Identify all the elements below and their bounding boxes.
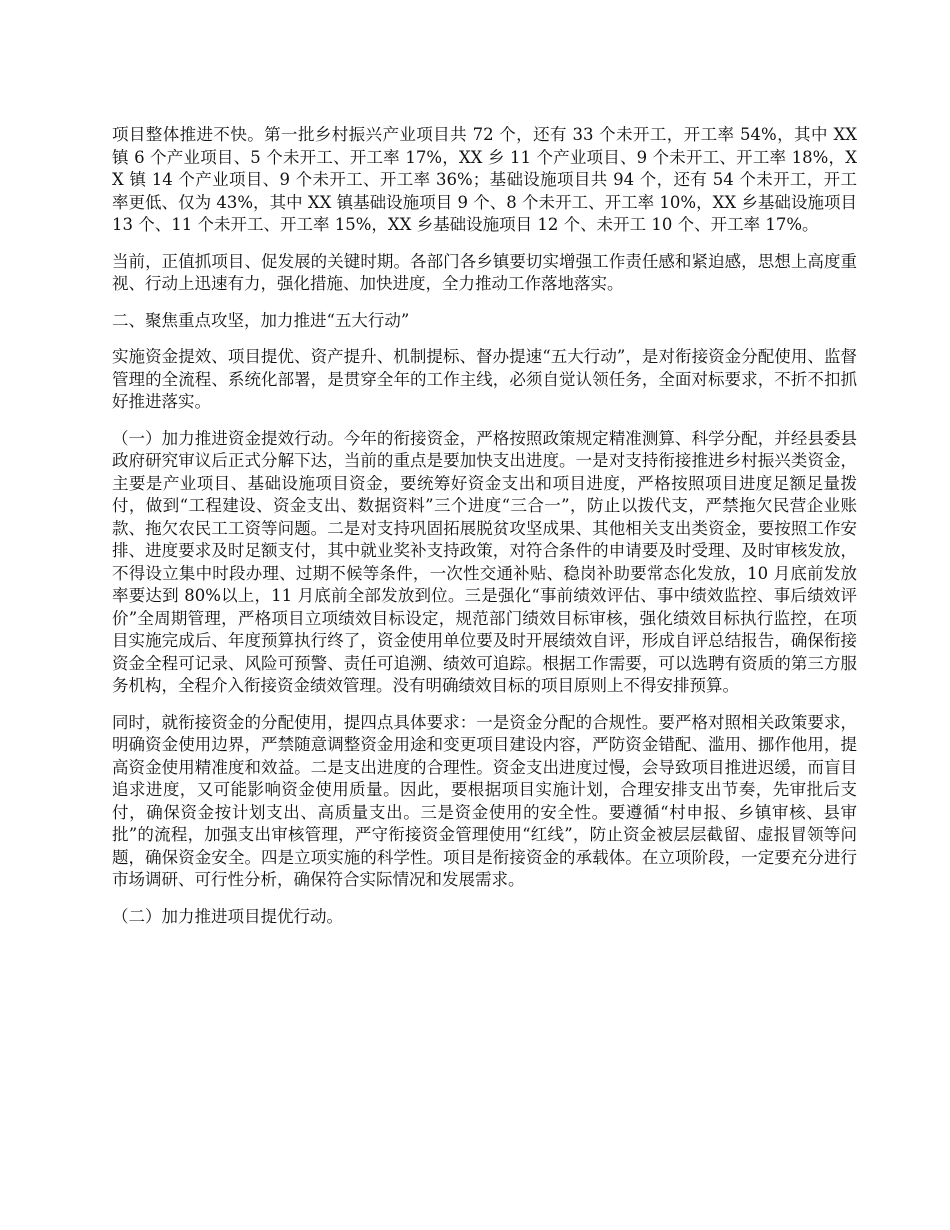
- paragraph-five-actions-intro: 实施资金提效、项目提优、资产提升、机制提标、督办提速“五大行动”，是对衔接资金分配使用、监督管理的全流程、系统化部署，是贯穿全年的工作主线，必须自觉认领任务，全面对标要求，不折不扣抓好推进落实。: [112, 347, 857, 411]
- paragraph-project-progress: 项目整体推进不快。第一批乡村振兴产业项目共 72 个，还有 33 个未开工，开工率 54%，其中 XX 镇 6 个产业项目、5 个未开工、开工率 17%，XX 乡 11 个产业项目、9 个未开工、开工率 18%，XX 镇 14 个产业项目、9 个未开工、开工率 36%；基础设施项目共 94 个，还有 54 个未开工，开工率更低、仅为 43%，其中 XX 镇基础设施项目 9 个、8 个未开工、开工率 10%，XX 乡基础设施项目 13 个、11 个未开工、开工率 15%，XX 乡基础设施项目 12 个、未开工 10 个、开工率 17%。: [112, 125, 857, 234]
- subheading-project-optimization: （二）加力推进项目提优行动。: [112, 906, 343, 926]
- section-heading-five-actions: 二、聚焦重点攻坚，加力推进“五大行动”: [112, 310, 410, 330]
- document-body: [112, 124, 857, 942]
- paragraph-fund-requirements: 同时，就衔接资金的分配使用，提四点具体要求：一是资金分配的合规性。要严格对照相关政策要求，明确资金使用边界，严禁随意调整资金用途和变更项目建设内容，严防资金错配、滥用、挪作他用，提高资金使用精准度和效益。二是支出进度的合理性。资金支出进度过慢，会导致项目推进迟缓，而盲目追求进度，又可能影响资金使用质量。因此，要根据项目实施计划，合理安排支出节奏，先审批后支付，确保资金按计划支出、高质量支出。三是资金使用的安全性。要遵循“村申报、乡镇审核、县审批”的流程，加强支出审核管理，严守衔接资金管理使用“红线”，防止资金被层层截留、虚报冒领等问题，确保资金安全。四是立项实施的科学性。项目是衔接资金的承载体。在立项阶段，一定要充分进行市场调研、可行性分析，确保符合实际情况和发展需求。: [112, 712, 857, 889]
- paragraph-current-period: 当前，正值抓项目、促发展的关键时期。各部门各乡镇要切实增强工作责任感和紧迫感，思想上高度重视、行动上迅速有力，强化措施、加快进度，全力推动工作落地落实。: [112, 251, 857, 293]
- paragraph-fund-efficiency-action: （一）加力推进资金提效行动。今年的衔接资金，严格按照政策规定精准测算、科学分配，并经县委县政府研究审议后正式分解下达，当前的重点是要加快支出进度。一是对支持衔接推进乡村振兴类资金，主要是产业项目、基础设施项目资金，要统筹好资金支出和项目进度，严格按照项目进度足额足量拨付，做到“工程建设、资金支出、数据资料”三个进度“三合一”，防止以拨代支，严禁拖欠民营企业账款、拖欠农民工工资等问题。二是对支持巩固拓展脱贫攻坚成果、其他相关支出类资金，要按照工作安排、进度要求及时足额支付，其中就业奖补支持政策，对符合条件的申请要及时受理、及时审核发放，不得设立集中时段办理、过期不候等条件，一次性交通补贴、稳岗补助要常态化发放，10 月底前发放率要达到 80%以上，11 月底前全部发放到位。三是强化“事前绩效评估、事中绩效监控、事后绩效评价”全周期管理，严格项目立项绩效目标设定，规范部门绩效目标审核，强化绩效目标执行监控，在项目实施完成后、年度预算执行终了，资金使用单位要及时开展绩效自评，形成自评总结报告，确保衔接资金全程可记录、风险可预警、责任可追溯、绩效可追踪。根据工作需要，可以选聘有资质的第三方服务机构，全程介入衔接资金绩效管理。没有明确绩效目标的项目原则上不得安排预算。: [112, 428, 857, 695]
